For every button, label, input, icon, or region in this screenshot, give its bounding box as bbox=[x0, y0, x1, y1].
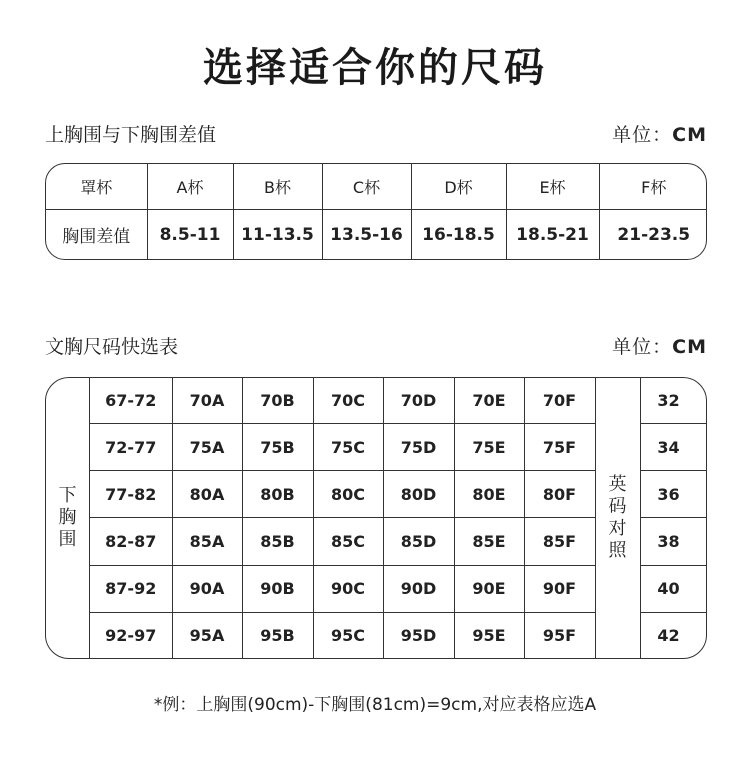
size-cell: 95F bbox=[524, 612, 595, 658]
diff-value-cell: 13.5-16 bbox=[322, 210, 411, 259]
size-cell: 70A bbox=[172, 378, 242, 424]
uk-size-cell: 42 bbox=[657, 625, 680, 645]
size-cell: 85C bbox=[313, 518, 383, 565]
size-cell: 85F bbox=[524, 518, 595, 565]
size-cell: 75D bbox=[383, 424, 454, 471]
size-cell: 75A bbox=[172, 424, 242, 471]
size-cell: 75E bbox=[454, 424, 524, 471]
size-cell: 85E bbox=[454, 518, 524, 565]
size-cell: 70D bbox=[383, 378, 454, 424]
diff-value-cell: 11-13.5 bbox=[233, 210, 322, 259]
size-cell: 80A bbox=[172, 471, 242, 518]
size-cell: 90D bbox=[383, 565, 454, 612]
uk-size-cell: 38 bbox=[641, 518, 707, 565]
cup-header-cell: D杯 bbox=[411, 164, 506, 210]
unit-value: CM bbox=[672, 335, 707, 358]
mid-char: 英 bbox=[608, 474, 627, 495]
cup-header-cell: 罩杯 bbox=[46, 164, 147, 210]
cup-header-cell: A杯 bbox=[147, 164, 233, 210]
mid-char: 码 bbox=[608, 496, 627, 517]
diff-value-cell: 8.5-11 bbox=[147, 210, 233, 259]
size-chart-header bbox=[45, 330, 707, 360]
size-row bbox=[90, 518, 595, 565]
size-cell: 70C bbox=[313, 378, 383, 424]
size-row bbox=[90, 565, 595, 612]
cup-header-row bbox=[46, 164, 707, 210]
cup-header-cell: C杯 bbox=[322, 164, 411, 210]
size-cell: 95A bbox=[172, 612, 242, 658]
mid-char: 对 bbox=[608, 518, 627, 539]
unit-label: 单位： bbox=[612, 335, 673, 358]
uk-size-row bbox=[641, 378, 707, 424]
diff-value-cell: 18.5-21 bbox=[506, 210, 599, 259]
diff-value-cell: 16-18.5 bbox=[411, 210, 506, 259]
size-cell: 70B bbox=[242, 378, 313, 424]
size-cell: 70E bbox=[454, 378, 524, 424]
size-cell: 90E bbox=[454, 565, 524, 612]
unit-label: 单位： bbox=[612, 123, 673, 146]
example-note: *例：上胸围(90cm)-下胸围(81cm)=9cm,对应表格应选A bbox=[153, 695, 597, 715]
side-char: 围 bbox=[58, 529, 77, 550]
underbust-range-cell: 77-82 bbox=[90, 471, 172, 518]
underbust-range-cell: 67-72 bbox=[90, 378, 172, 424]
uk-size-row bbox=[641, 565, 707, 612]
size-cell: 80D bbox=[383, 471, 454, 518]
uk-size-cell: 36 bbox=[641, 471, 707, 518]
diff-row-label: 胸围差值 bbox=[46, 210, 147, 259]
side-char: 胸 bbox=[58, 507, 77, 528]
mid-char: 照 bbox=[608, 540, 627, 561]
cup-header-cell: F杯 bbox=[599, 164, 707, 210]
size-cell: 85B bbox=[242, 518, 313, 565]
size-chart-heading: 文胸尺码快选表 bbox=[45, 335, 179, 358]
size-cell: 75F bbox=[524, 424, 595, 471]
size-grid bbox=[90, 378, 595, 658]
size-chart-table bbox=[45, 377, 707, 659]
size-cell: 90F bbox=[524, 565, 595, 612]
uk-size-column bbox=[641, 378, 707, 658]
cup-diff-table bbox=[45, 163, 707, 260]
size-cell: 85D bbox=[383, 518, 454, 565]
size-row bbox=[90, 612, 595, 658]
cup-header-cell: B杯 bbox=[233, 164, 322, 210]
size-cell: 75C bbox=[313, 424, 383, 471]
underbust-range-cell: 72-77 bbox=[90, 424, 172, 471]
underbust-range-cell: 87-92 bbox=[90, 565, 172, 612]
uk-size-cell: 34 bbox=[641, 424, 707, 471]
size-cell: 85A bbox=[172, 518, 242, 565]
size-chart-unit bbox=[612, 332, 707, 359]
size-cell: 90C bbox=[313, 565, 383, 612]
cup-diff-header bbox=[45, 118, 707, 148]
size-cell: 95E bbox=[454, 612, 524, 658]
cup-diff-heading: 上胸围与下胸围差值 bbox=[45, 123, 217, 146]
unit-value: CM bbox=[672, 123, 707, 146]
size-row bbox=[90, 471, 595, 518]
uk-size-row bbox=[641, 518, 707, 565]
size-cell: 80B bbox=[242, 471, 313, 518]
uk-size-row bbox=[641, 612, 707, 658]
uk-size-row bbox=[641, 471, 707, 518]
size-cell: 70F bbox=[524, 378, 595, 424]
diff-value-cell: 21-23.5 bbox=[617, 224, 691, 245]
uk-size-cell: 32 bbox=[641, 378, 707, 424]
underbust-range-cell: 92-97 bbox=[90, 612, 172, 658]
cup-value-row bbox=[46, 210, 707, 259]
size-cell: 95C bbox=[313, 612, 383, 658]
underbust-range-cell: 82-87 bbox=[90, 518, 172, 565]
size-cell: 95D bbox=[383, 612, 454, 658]
side-char: 下 bbox=[58, 485, 77, 506]
uk-size-row bbox=[641, 424, 707, 471]
size-row bbox=[90, 424, 595, 471]
cup-diff-unit bbox=[612, 120, 707, 147]
uk-size-cell: 40 bbox=[641, 565, 707, 612]
size-cell: 80F bbox=[524, 471, 595, 518]
size-cell: 80E bbox=[454, 471, 524, 518]
size-cell: 90B bbox=[242, 565, 313, 612]
underbust-label bbox=[46, 378, 90, 658]
size-row bbox=[90, 378, 595, 424]
uk-compare-label bbox=[595, 378, 641, 658]
size-cell: 75B bbox=[242, 424, 313, 471]
page-title: 选择适合你的尺码 bbox=[203, 45, 547, 91]
size-cell: 90A bbox=[172, 565, 242, 612]
size-cell: 95B bbox=[242, 612, 313, 658]
size-cell: 80C bbox=[313, 471, 383, 518]
cup-header-cell: E杯 bbox=[506, 164, 599, 210]
